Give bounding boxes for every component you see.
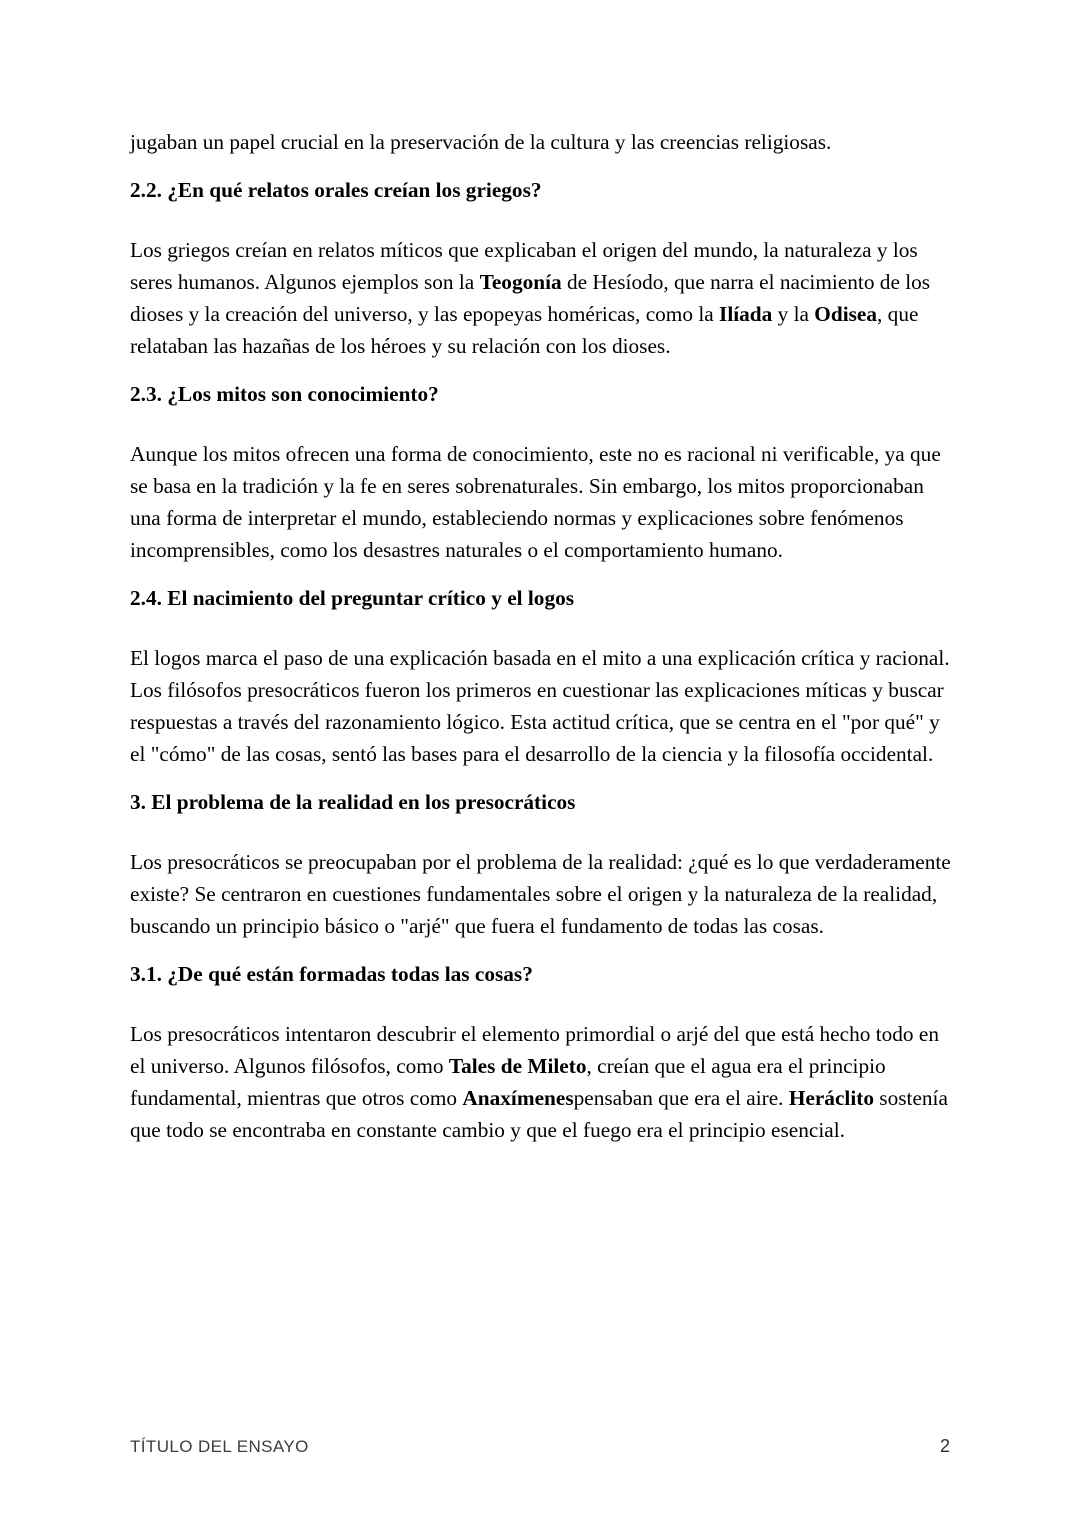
bold-term-heraclito: Heráclito [788,1086,874,1110]
text-segment: , que relataban las hazañas de los héroes y su relación con los dioses. [130,302,919,358]
section-heading-3: 3. El problema de la realidad en los presocráticos [130,790,576,814]
section-heading-2-2: 2.2. ¿En qué relatos orales creían los griegos? [130,178,542,202]
page-footer [130,1436,950,1457]
footer-document-title: TÍTULO DEL ENSAYO [130,1437,309,1456]
paragraph-arje [130,1018,952,1146]
bold-term-tales-de-mileto: Tales de Mileto [448,1054,587,1078]
footer-page-number: 2 [939,1436,950,1456]
text-segment: Los presocráticos se preocupaban por el problema de la realidad: ¿qué es lo que verdaderamente existe? Se centraron en cuestiones fundamentales sobre el origen y la naturaleza de la realidad, buscando un principio básico o "arjé" que fuera el fundamento de todas las cosas. [130,850,951,938]
section-heading-2-3: 2.3. ¿Los mitos son conocimiento? [130,382,439,406]
paragraph-reality-problem [130,846,952,942]
paragraph-logos [130,642,952,770]
text-segment: sostenía que todo se encontraba en constante cambio y que el fuego era el principio esencial. [130,1086,948,1142]
text-segment: jugaban un papel crucial en la preservación de la cultura y las creencias religiosas. [130,130,832,154]
text-segment: Los griegos creían en relatos míticos que explicaban el origen del mundo, la naturaleza y los seres humanos. Algunos ejemplos son la [130,238,918,294]
text-segment: y la [772,302,815,326]
text-segment: pensaban que era el aire. [573,1086,789,1110]
text-segment: Aunque los mitos ofrecen una forma de conocimiento, este no es racional ni verificable, ya que se basa en la tradición y la fe en seres sobrenaturales. Sin embargo, los mitos proporcionaban una forma de interpretar el mundo, estableciendo normas y explicaciones sobre fenómenos incomprensibles, como los desastres naturales o el comportamiento humano. [130,442,941,562]
document-body [130,126,952,1162]
bold-term-odisea: Odisea [814,302,878,326]
bold-term-anaximenes: Anaxímenes [462,1086,574,1110]
text-segment: El logos marca el paso de una explicación basada en el mito a una explicación crítica y racional. Los filósofos presocráticos fueron los primeros en cuestionar las explicaciones míticas y buscar respuestas a través del razonamiento lógico. Esta actitud crítica, que se centra en el "por qué" y el "cómo" de las cosas, sentó las bases para el desarrollo de la ciencia y la filosofía occidental. [130,646,950,766]
text-segment: de Hesíodo, que narra el nacimiento de los dioses y la creación del universo, y las epopeyas homéricas, como la [130,270,931,326]
text-segment: , creían que el agua era el principio fundamental, mientras que otros como [130,1054,886,1110]
paragraph-oral-myths [130,234,952,362]
bold-term-iliada: Ilíada [719,302,773,326]
text-segment: Los presocráticos intentaron descubrir el elemento primordial o arjé del que está hecho todo en el universo. Algunos filósofos, como [130,1022,939,1078]
paragraph-continuation [130,126,952,158]
paragraph-myths-knowledge [130,438,952,566]
bold-term-teogonia: Teogonía [479,270,562,294]
section-heading-2-4: 2.4. El nacimiento del preguntar crítico y el logos [130,586,575,610]
section-heading-3-1: 3.1. ¿De qué están formadas todas las cosas? [130,962,533,986]
